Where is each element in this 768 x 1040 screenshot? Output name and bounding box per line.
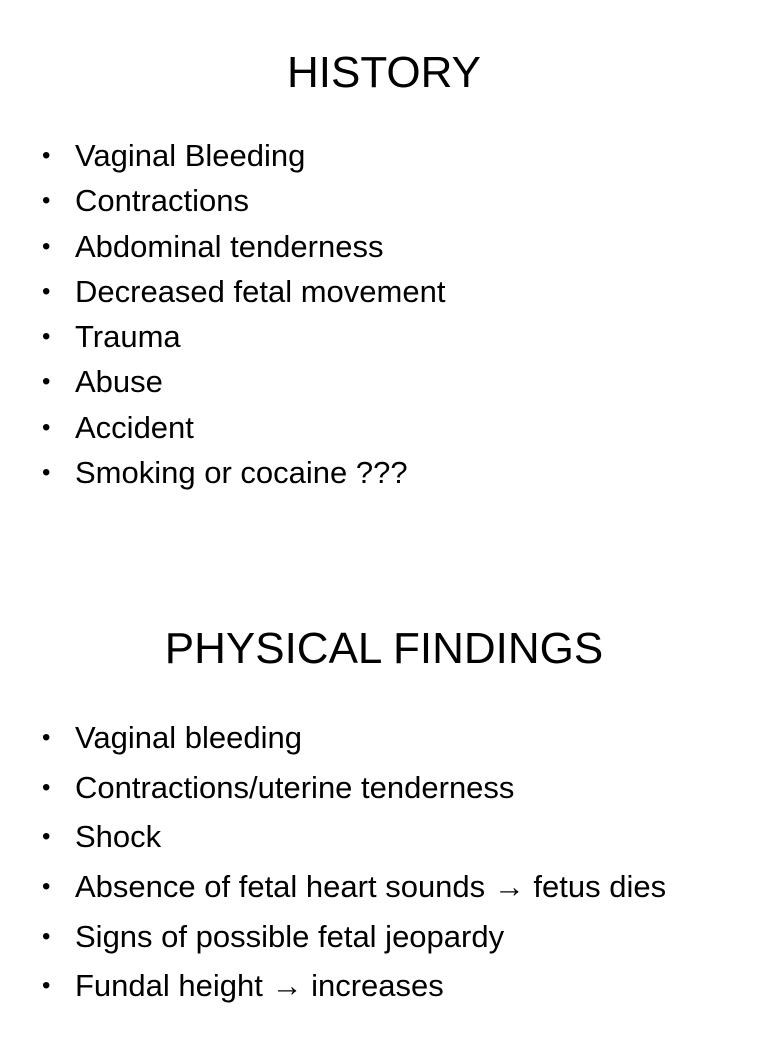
bullet-icon: • <box>42 413 51 441</box>
list-item-text: Abdominal tenderness <box>75 228 384 264</box>
bullet-icon: • <box>42 368 51 396</box>
bullet-icon: • <box>42 972 51 1000</box>
bullet-icon: • <box>42 724 51 751</box>
list-item-text: Vaginal Bleeding <box>75 138 306 173</box>
list-item <box>42 273 742 310</box>
bullet-icon: • <box>42 823 51 851</box>
list-item <box>42 866 742 907</box>
bullet-list <box>42 137 742 499</box>
slide-title: HISTORY <box>287 48 481 97</box>
list-item <box>42 916 742 957</box>
bullet-icon: • <box>42 922 51 950</box>
bullet-icon: • <box>42 142 51 169</box>
list-item <box>42 965 742 1006</box>
list-item-text: Absence of fetal heart sounds → fetus dies <box>75 869 667 905</box>
list-item <box>42 454 742 491</box>
list-item <box>42 137 742 174</box>
list-item-text: Contractions <box>75 183 250 219</box>
list-item-text: Decreased fetal movement <box>75 273 446 309</box>
list-item-text: Abuse <box>75 364 163 400</box>
bullet-icon: • <box>42 773 51 801</box>
bullet-icon: • <box>42 187 51 215</box>
bullet-icon: • <box>42 459 51 487</box>
list-item <box>42 363 742 400</box>
list-item-text: Shock <box>75 819 162 855</box>
bullet-icon: • <box>42 873 51 901</box>
list-item <box>42 816 742 857</box>
bullet-icon: • <box>42 232 51 260</box>
physical-findings-slide <box>0 580 768 1040</box>
list-item-text: Vaginal bleeding <box>75 720 302 755</box>
list-item-text: Contractions/uterine tenderness <box>75 769 515 805</box>
bullet-icon: • <box>42 277 51 305</box>
list-item-text: Smoking or cocaine ??? <box>75 455 408 491</box>
list-item-text: Accident <box>75 409 194 445</box>
list-item <box>42 767 742 808</box>
bullet-icon: • <box>42 323 51 351</box>
slide-title: PHYSICAL FINDINGS <box>164 624 604 673</box>
list-item <box>42 409 742 446</box>
list-item <box>42 717 742 758</box>
list-item <box>42 318 742 355</box>
list-item-text: Signs of possible fetal jeopardy <box>75 918 505 954</box>
list-item <box>42 182 742 219</box>
bullet-list <box>42 717 742 1015</box>
list-item-text: Trauma <box>75 319 181 355</box>
list-item <box>42 228 742 265</box>
list-item-text: Fundal height → increases <box>75 968 444 1004</box>
